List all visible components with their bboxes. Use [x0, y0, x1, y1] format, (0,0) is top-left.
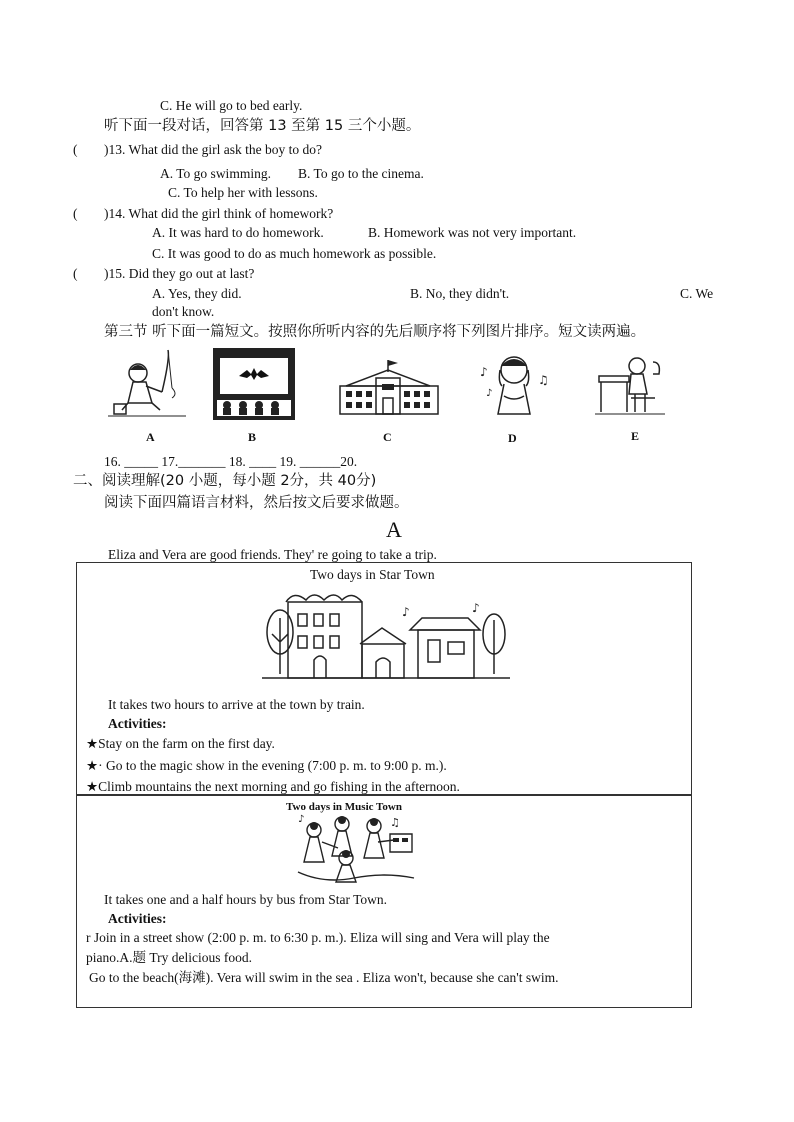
star-town-travel: It takes two hours to arrive at the town by train.: [108, 697, 365, 712]
q14-option-b: B. Homework was not very important.: [368, 225, 577, 240]
q14-stem: )14. What did the girl think of homework?: [104, 206, 334, 221]
q13-option-c: C. To help her with lessons.: [168, 185, 318, 200]
q13-stem: )13. What did the girl ask the boy to do?: [104, 142, 322, 157]
q14-option-c: C. It was good to do as much homework as possible.: [152, 246, 437, 261]
reading-heading: 二、阅读理解(20 小题，每小题 2分，共 40分): [73, 473, 377, 489]
picture-label-c: C: [383, 430, 392, 444]
reading-instruction: 阅读下面四篇语言材料，然后按文后要求做题。: [104, 495, 409, 511]
music-town-activities-label: Activities:: [108, 911, 167, 926]
q12-option-c: C. He will go to bed early.: [160, 98, 303, 113]
q13-option-a: A. To go swimming.: [160, 166, 271, 181]
music-town-activity-1-cont: piano.A.题 Try delicious food.: [86, 950, 252, 965]
q14-paren: (: [73, 206, 78, 221]
picture-school-building: [336, 358, 442, 418]
star-town-title: Two days in Star Town: [310, 567, 435, 582]
svg-text:♫: ♫: [390, 816, 400, 829]
q13-option-b: B. To go to the cinema.: [298, 166, 424, 181]
q15-option-c-cont: don't know.: [152, 304, 215, 319]
svg-text:♪: ♪: [480, 365, 488, 379]
music-town-illustration: [294, 812, 420, 886]
instruction-q13-15: 听下面一段对话，回答第 13 至第 15 三个小题。: [104, 118, 421, 134]
picture-label-b: B: [248, 430, 257, 444]
q13-paren: (: [73, 142, 78, 157]
picture-label-a: A: [146, 430, 155, 444]
q15-option-b: B. No, they didn't.: [410, 286, 510, 301]
music-town-title: Two days in Music Town: [286, 801, 402, 813]
svg-text:♫: ♫: [538, 373, 549, 387]
star-town-illustration: [262, 590, 510, 684]
picture-label-d: D: [508, 431, 517, 445]
star-town-activity-2: ★· Go to the magic show in the evening (7:00 p. m. to 9:00 p. m.).: [86, 758, 447, 773]
section3-instruction: 第三节 听下面一篇短文。按照你所听内容的先后顺序将下列图片排序。短文读两遍。: [104, 324, 646, 340]
q15-option-c: C. We: [680, 286, 714, 301]
picture-label-e: E: [631, 429, 640, 443]
svg-text:♪: ♪: [486, 388, 493, 399]
answer-line-16-20: 16. _____ 17._______ 18. ____ 19. ______20.: [104, 454, 358, 469]
picture-girl-listening-music: [478, 352, 550, 420]
q15-paren: (: [73, 266, 78, 281]
svg-text:♪: ♪: [472, 601, 480, 615]
part-letter: A: [386, 517, 402, 542]
svg-text:♪: ♪: [298, 814, 305, 825]
svg-text:♪: ♪: [402, 605, 410, 619]
star-town-activity-1: ★Stay on the farm on the first day.: [86, 736, 275, 751]
passage-intro: Eliza and Vera are good friends. They' re going to take a trip.: [108, 547, 437, 562]
star-town-activity-3: ★Climb mountains the next morning and go fishing in the afternoon.: [86, 779, 460, 794]
picture-student-at-desk: [595, 354, 667, 418]
q15-stem: )15. Did they go out at last?: [104, 266, 255, 281]
music-town-activity-2: Go to the beach(海滩). Vera will swim in the sea . Eliza won't, because she can't swim.: [89, 970, 559, 985]
q14-option-a: A. It was hard to do homework.: [152, 225, 324, 240]
music-town-travel: It takes one and a half hours by bus from Star Town.: [104, 892, 387, 907]
music-town-activity-1: r Join in a street show (2:00 p. m. to 6:30 p. m.). Eliza will sing and Vera will play the: [86, 930, 550, 945]
star-town-activities-label: Activities:: [108, 716, 167, 731]
q15-option-a: A. Yes, they did.: [152, 286, 242, 301]
picture-cinema-screen: [213, 348, 295, 420]
picture-boy-fishing: [108, 348, 188, 423]
